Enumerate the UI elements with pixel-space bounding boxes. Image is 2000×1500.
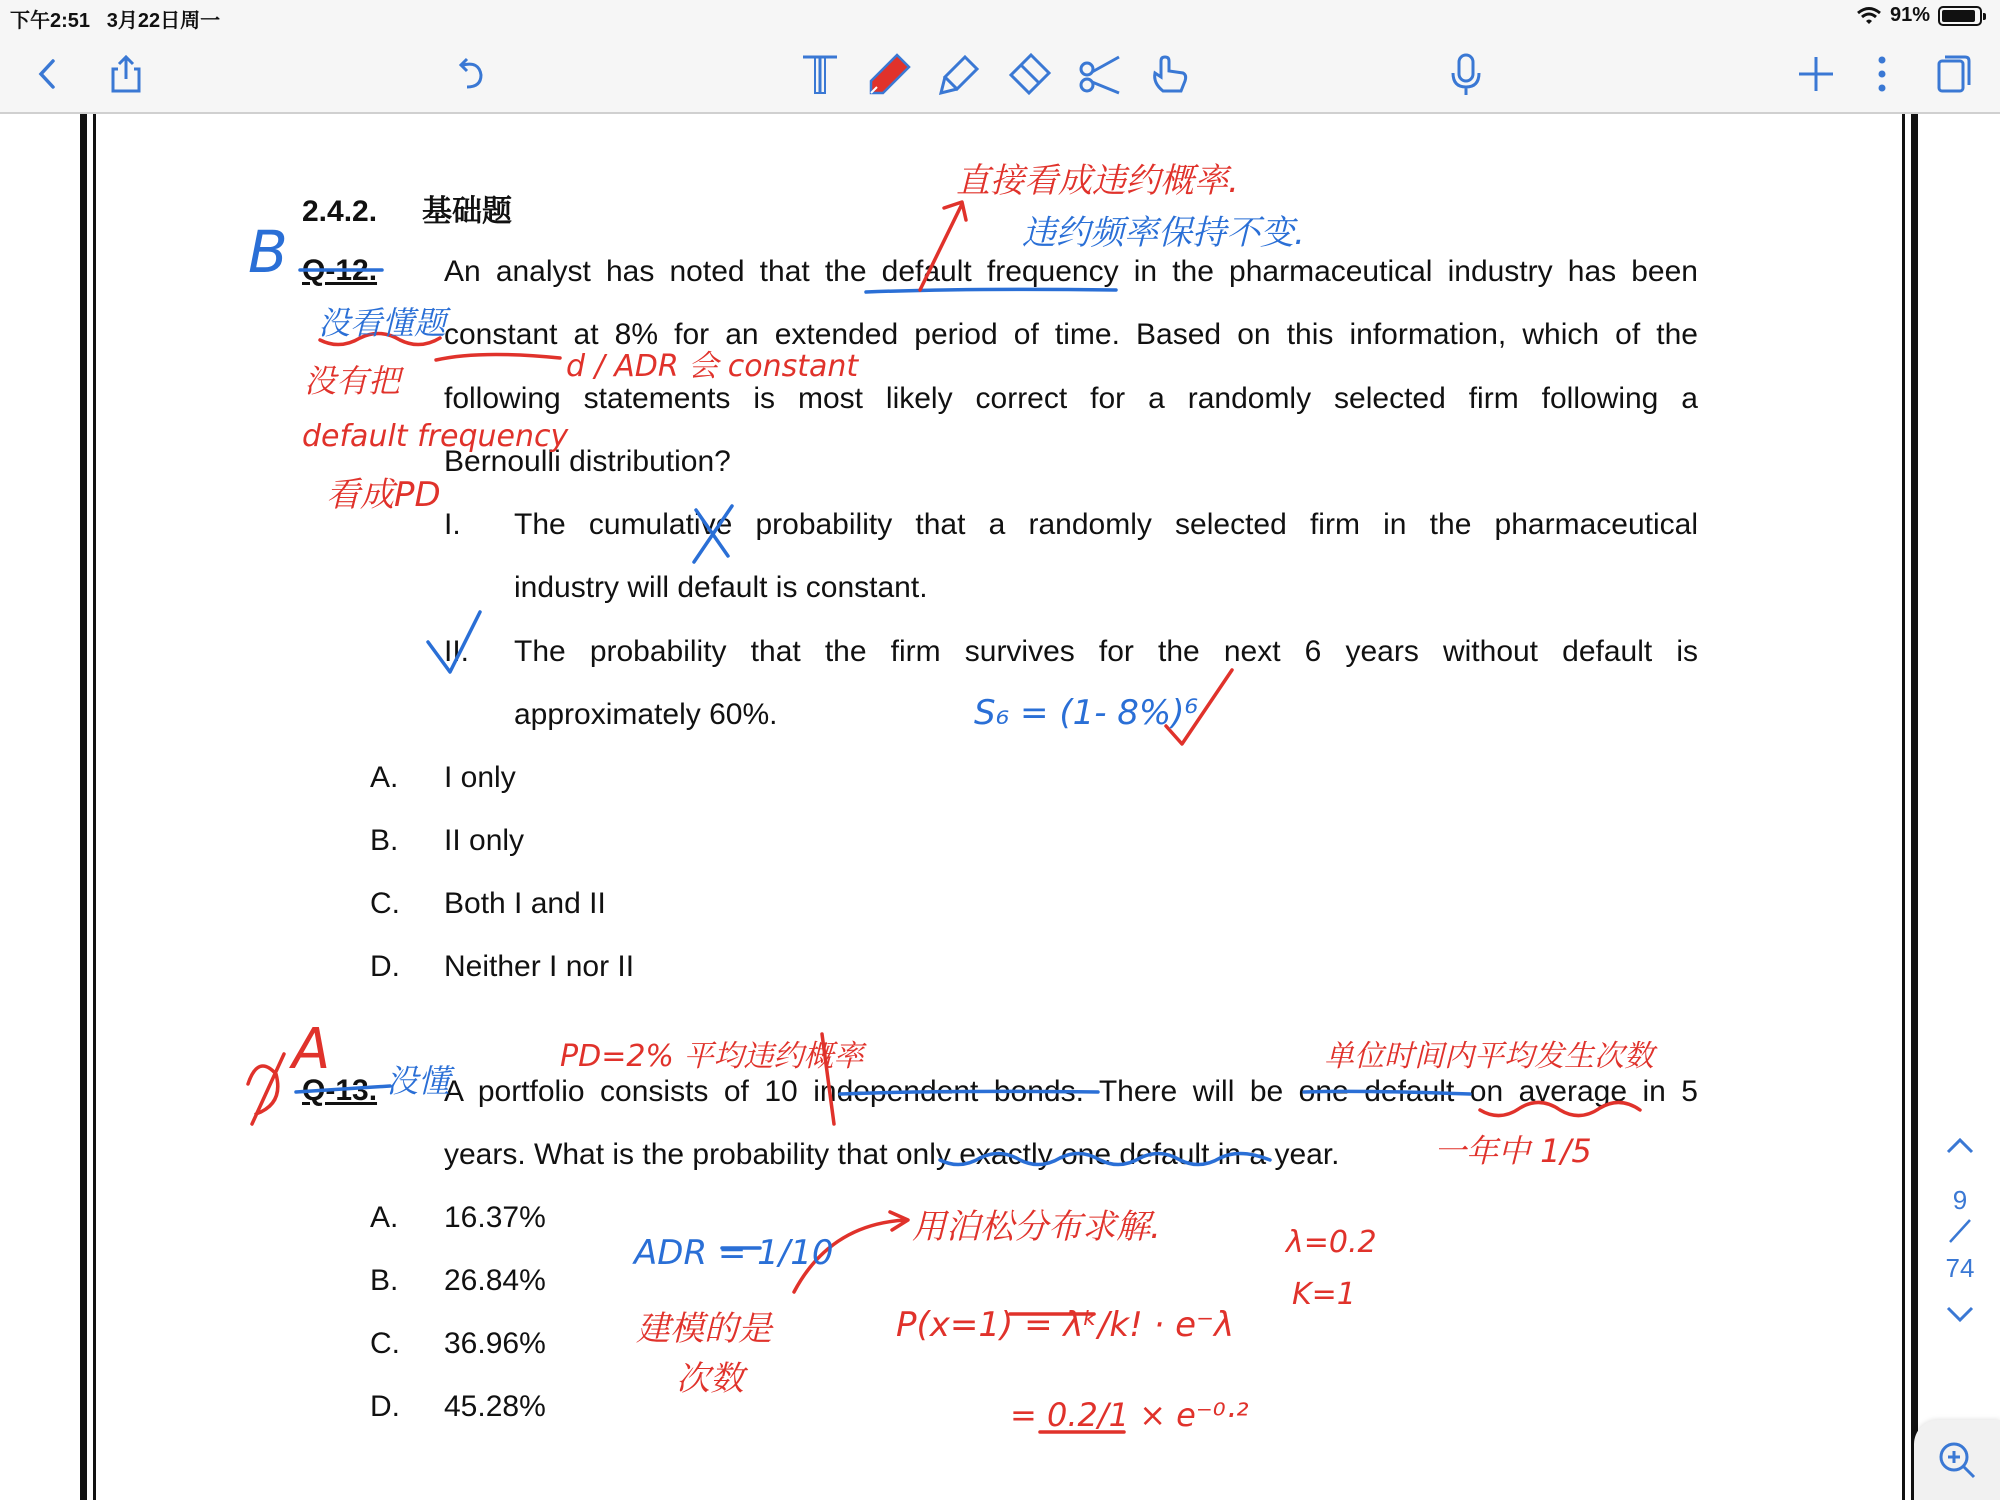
status-time: 下午2:51 xyxy=(10,10,91,32)
ink-q13-poisson: 用泊松分布求解. xyxy=(912,1207,1161,1247)
q12-option-c-letter: C. xyxy=(370,887,400,920)
q13-line-1: A portfolio consists of 10 independent bonds. There will be one default on average in 5 xyxy=(444,1075,1698,1108)
q12-option-b-letter: B. xyxy=(370,824,399,857)
section-heading xyxy=(302,186,512,230)
q12-statement-1-line-1: The cumulative probability that a randomly selected firm in the pharmaceutical xyxy=(514,508,1698,541)
hand-tool-button[interactable] xyxy=(1144,48,1196,100)
ink-check-formula xyxy=(1166,670,1232,744)
q12-statement-2-label: II. xyxy=(444,635,470,668)
ink-arrow-poisson xyxy=(794,1212,908,1292)
add-button[interactable] xyxy=(1790,48,1842,100)
share-icon xyxy=(103,51,149,97)
ink-q13-note-pd: PD=2% 平均违约概率 xyxy=(560,1039,864,1074)
q12-option-b-text: II only xyxy=(444,824,525,857)
q12-option-c-text: Both I and II xyxy=(444,887,606,920)
ink-cross-q13 xyxy=(248,1054,284,1124)
q12-option-a-letter: A. xyxy=(370,761,399,794)
q13-option-b-letter: B. xyxy=(370,1264,399,1297)
page-slash-icon xyxy=(1940,1216,1980,1246)
q13-option-d-letter: D. xyxy=(370,1390,400,1423)
q12-option-a-text: I only xyxy=(444,761,516,794)
ink-q13-note-right: 单位时间内平均发生次数 xyxy=(1324,1039,1654,1074)
pages-button[interactable] xyxy=(1926,48,1978,100)
page-up-button[interactable] xyxy=(1920,1130,2000,1167)
ink-q13-model: 建模的是 xyxy=(636,1309,772,1349)
q12-statement-2-line-1: The probability that the firm survives for the next 6 years without default is xyxy=(514,635,1698,668)
q12-statement-1-label: I. xyxy=(444,508,461,541)
highlighter-button[interactable] xyxy=(934,48,986,100)
battery-percent: 91% xyxy=(1889,4,1930,26)
microphone-button[interactable] xyxy=(1440,48,1492,100)
q12-option-d-letter: D. xyxy=(370,950,400,983)
q12-number: Q-12. xyxy=(302,254,378,287)
ink-q13-lambda: λ=0.2 xyxy=(1286,1225,1377,1260)
scissors-button[interactable] xyxy=(1074,48,1126,100)
ink-q12-note-left4: 看成PD xyxy=(326,475,441,515)
ink-q12-note-left3: default frequency xyxy=(302,419,569,454)
undo-icon xyxy=(449,51,495,97)
status-time-date xyxy=(10,4,220,33)
ink-q13-k: K=1 xyxy=(1292,1277,1356,1312)
page-navigator xyxy=(1920,1130,2000,1337)
q12-line-2: constant at 8% for an extended period of time. Based on this information, which of the xyxy=(444,318,1698,351)
q12-line-4: Bernoulli distribution? xyxy=(444,445,731,478)
text-tool-button[interactable] xyxy=(794,48,846,100)
q12-line-3: following statements is most likely correct for a randomly selected firm following a xyxy=(444,382,1698,415)
share-button[interactable] xyxy=(100,48,152,100)
ink-underline-constant xyxy=(436,354,560,360)
status-date: 3月22日周一 xyxy=(106,10,221,32)
q13-option-a-text: 16.37% xyxy=(444,1201,546,1234)
q13-number: Q-13. xyxy=(302,1074,378,1107)
status-bar xyxy=(0,0,2000,34)
page-down-button[interactable] xyxy=(1920,1300,2000,1337)
chevron-down-icon xyxy=(1940,1300,1980,1330)
battery-fill xyxy=(1942,10,1975,22)
ink-q13-formula1: P(x=1) = λᵏ/k! · e⁻λ xyxy=(896,1305,1235,1345)
scissors-icon xyxy=(1077,51,1123,97)
section-title: 基础题 xyxy=(422,195,512,228)
ink-q13-formula2: = 0.2/1 × e⁻⁰·² xyxy=(1010,1396,1249,1434)
more-button[interactable] xyxy=(1856,48,1908,100)
add-icon xyxy=(1793,51,1839,97)
ink-q12-note-top1: 直接看成违约概率. xyxy=(956,161,1239,201)
ink-q12-note-top2: 违约频率保持不变. xyxy=(1022,213,1305,253)
microphone-icon xyxy=(1443,51,1489,97)
ink-q13-answer: A xyxy=(292,1017,331,1082)
q13-option-c-letter: C. xyxy=(370,1327,400,1360)
highlighter-icon xyxy=(937,51,983,97)
ink-q12-note-left2: 没有把 xyxy=(304,362,401,400)
status-right xyxy=(1856,4,1982,27)
wifi-icon xyxy=(1856,6,1882,26)
ink-q12-formula: S₆ = (1- 8%)⁶ xyxy=(974,693,1199,733)
eraser-button[interactable] xyxy=(1004,48,1056,100)
ink-q13-note-year: 一年中 1/5 xyxy=(1434,1132,1592,1170)
ink-q12-answer: B xyxy=(248,218,288,286)
undo-button[interactable] xyxy=(446,48,498,100)
q13-option-c-text: 36.96% xyxy=(444,1327,546,1360)
ink-q13-note-left: 没懂 xyxy=(386,1062,451,1100)
pages-icon xyxy=(1929,51,1975,97)
text-tool-icon xyxy=(797,51,843,97)
document-page[interactable] xyxy=(0,114,2000,1500)
q13-option-a-letter: A. xyxy=(370,1201,399,1234)
current-page-number: 9 xyxy=(1952,1185,1968,1215)
page-border-left xyxy=(80,114,96,1500)
q12-option-d-text: Neither I nor II xyxy=(444,950,635,983)
zoom-in-icon xyxy=(1934,1437,1980,1483)
zoom-button[interactable] xyxy=(1914,1420,2000,1500)
ink-q12-note-left1: 没看懂题 xyxy=(318,304,447,342)
more-icon xyxy=(1859,51,1905,97)
q12-statement-1-line-2: industry will default is constant. xyxy=(514,571,928,604)
ink-q13-adr: ADR = 1/10 xyxy=(634,1233,834,1273)
section-number: 2.4.2. xyxy=(302,195,378,228)
ink-wavy-left xyxy=(320,333,440,344)
eraser-icon xyxy=(1007,51,1053,97)
q13-option-b-text: 26.84% xyxy=(444,1264,546,1297)
chevron-left-icon xyxy=(25,51,71,97)
pen-tool-icon xyxy=(867,51,913,97)
ink-q13-model2: 次数 xyxy=(676,1359,744,1399)
pen-tool-button[interactable] xyxy=(864,48,916,100)
q13-line-2: years. What is the probability that only exactly one default in a year. xyxy=(444,1138,1340,1171)
total-pages-number: 74 xyxy=(1945,1253,1975,1283)
back-button[interactable] xyxy=(22,48,74,100)
ink-q12-note-mid: d / ADR 会 constant xyxy=(566,349,859,384)
hand-pointer-icon xyxy=(1147,51,1193,97)
chevron-up-icon xyxy=(1940,1130,1980,1160)
battery-icon xyxy=(1938,6,1982,26)
q12-line-1: An analyst has noted that the default frequency in the pharmaceutical industry has been xyxy=(444,255,1698,288)
q12-statement-2-line-2: approximately 60%. xyxy=(514,698,778,731)
q13-option-d-text: 45.28% xyxy=(444,1390,546,1423)
page-border-right xyxy=(1902,114,1918,1500)
toolbar xyxy=(0,34,2000,114)
